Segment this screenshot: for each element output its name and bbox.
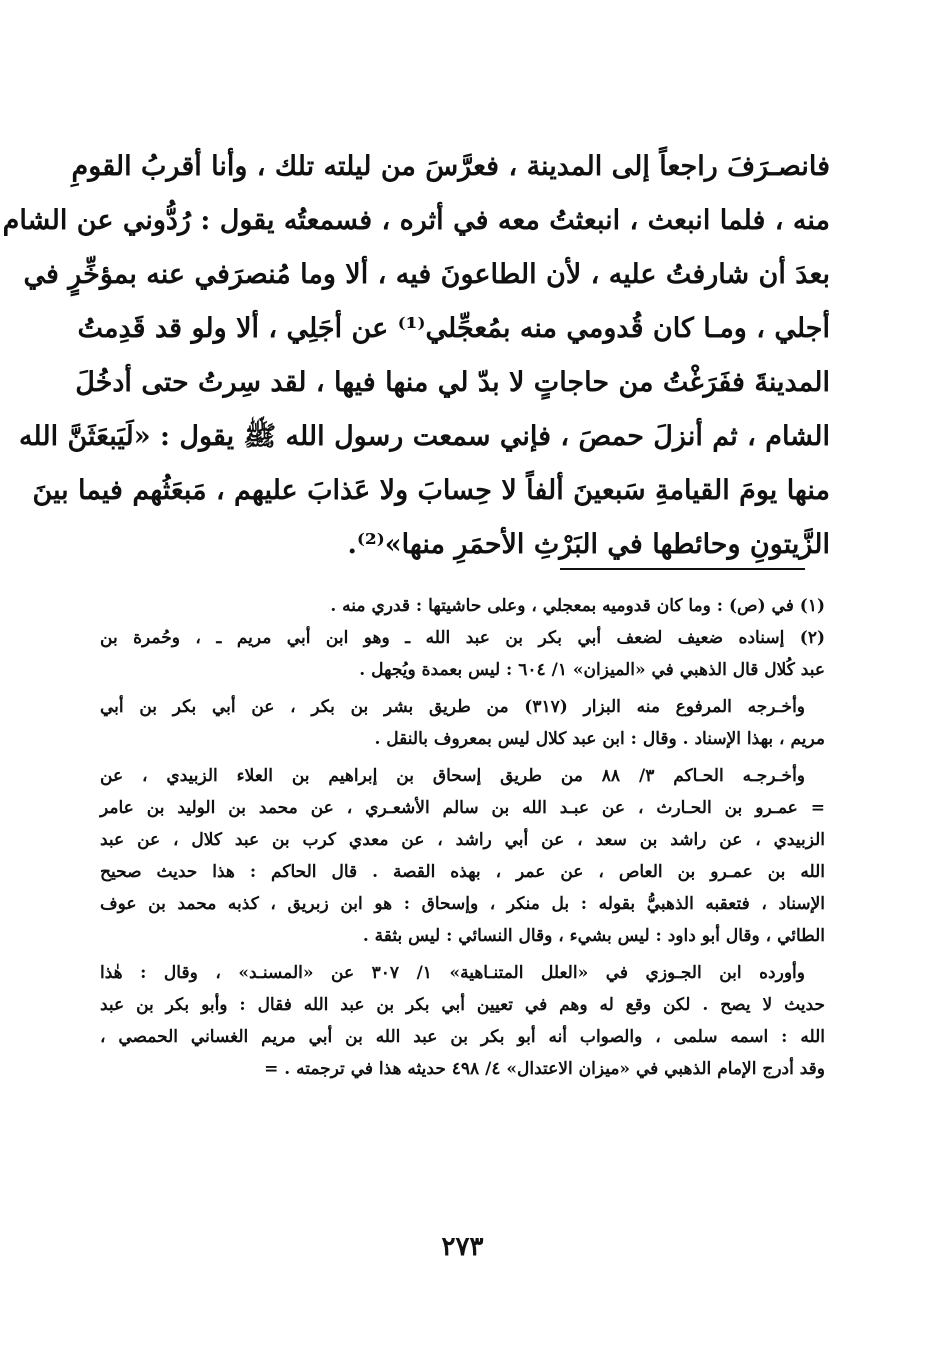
main-text-block — [2, 140, 830, 572]
main-text-line: بعدَ أن شارفتُ عليه ، لأن الطاعونَ فيه ، ألا وما مُنصرَفي عنه بمؤخِّرٍ في — [23, 259, 830, 290]
footnote-line: الزبيدي ، عن راشد بن سعد ، عن أبي راشد ، عن معدي كرب بن عبد كلال ، عن عبد — [100, 830, 825, 850]
main-text-line: الزَّيتونِ وحائطها في البَرْثِ الأحمَرِ منها»⁽²⁾. — [347, 529, 830, 560]
main-text-line: فانصـرَفَ راجعاً إلى المدينة ، فعرَّسَ من ليلته تلك ، وأنا أقربُ القومِ — [71, 151, 830, 182]
footnote-line: (١) في (ص) : وما كان قدوميه بمعجلي ، وعلى حاشيتها : قدري منه . — [330, 596, 825, 616]
footnote-line: وأخـرجـه الحـاكم ٣/ ٨٨ من طريق إسحاق بن إبراهيم بن العلاء الزبيدي ، عن — [100, 766, 805, 786]
footnote-line: عبد كُلال قال الذهبي في «الميزان» ١/ ٦٠٤ : ليس بعمدة ويُجهل . — [359, 660, 825, 680]
footnote-line: حديث لا يصح . لكن وقع له وهم في تعيين أبي بكر بن عبد الله فقال : وأبو بكر بن عبد — [100, 995, 825, 1015]
footnote-line: الإسناد ، فتعقبه الذهبيُّ بقوله : بل منكر ، وإسحاق : هو ابن زبريق ، كذبه محمد بن عوف — [100, 894, 825, 914]
main-text-line: أجلي ، ومـا كان قُدومي منه بمُعجِّلي⁽¹⁾ عن أجَلِي ، ألا ولو قد قَدِمتُ — [77, 313, 830, 344]
page-number: ٢٧٣ — [441, 1232, 484, 1262]
footnote-line: الطائي ، وقال أبو داود : ليس بشيء ، وقال النسائي : ليس بثقة . — [362, 926, 825, 946]
footnotes-block — [100, 590, 825, 1085]
footnote-line: وأورده ابن الجـوزي في «العلل المتنـاهية» ١/ ٣٠٧ عن «المسنـد» ، وقال : هٰذا — [100, 963, 805, 983]
main-text-line: المدينةَ ففَرَغْتُ من حاجاتٍ لا بدّ لي منها فيها ، لقد سِرتُ حتى أدخُلَ — [75, 367, 830, 398]
footnote-line: الله بن عمـرو بن العاص ، عن عمر ، بهذه القصة . قال الحاكم : هذا حديث صحيح — [100, 862, 825, 882]
footnote-line: (٢) إسناده ضعيف لضعف أبي بكر بن عبد الله ـ وهو ابن أبي مريم ـ ، وحُمرة بن — [100, 628, 825, 648]
footnote-line: مريم ، بهذا الإسناد . وقال : ابن عبد كلال ليس بمعروف بالنقل . — [374, 729, 825, 749]
main-text-line: منها يومَ القيامةِ سَبعينَ ألفاً لا حِسابَ ولا عَذابَ عليهم ، مَبعَثُهم فيما بينَ — [32, 475, 830, 506]
footnote-line: وأخـرجه المرفوع منه البزار (٣١٧) من طريق بشر بن بكر ، عن أبي بكر بن أبي — [100, 697, 805, 717]
main-text-line: منه ، فلما انبعث ، انبعثتُ معه في أثره ، فسمعتُه يقول : رُدُّوني عن الشام — [2, 205, 830, 236]
footnote-line: = عمـرو بن الحـارث ، عن عبـد الله بن سالم الأشعـري ، عن محمد بن الوليد بن عامر — [100, 798, 825, 818]
footnote-line: وقد أدرج الإمام الذهبي في «ميزان الاعتدال» ٤/ ٤٩٨ حديثه هذا في ترجمته . = — [264, 1059, 825, 1079]
main-text-line: الشام ، ثم أنزلَ حمصَ ، فإني سمعت رسول الله ﷺ يقول : «لَيَبعَثَنَّ الله — [18, 421, 830, 452]
footnote-line: الله : اسمه سلمى ، والصواب أنه أبو بكر بن عبد الله بن أبي مريم الغساني الحمصي ، — [100, 1027, 825, 1047]
footnote-separator — [560, 568, 805, 570]
